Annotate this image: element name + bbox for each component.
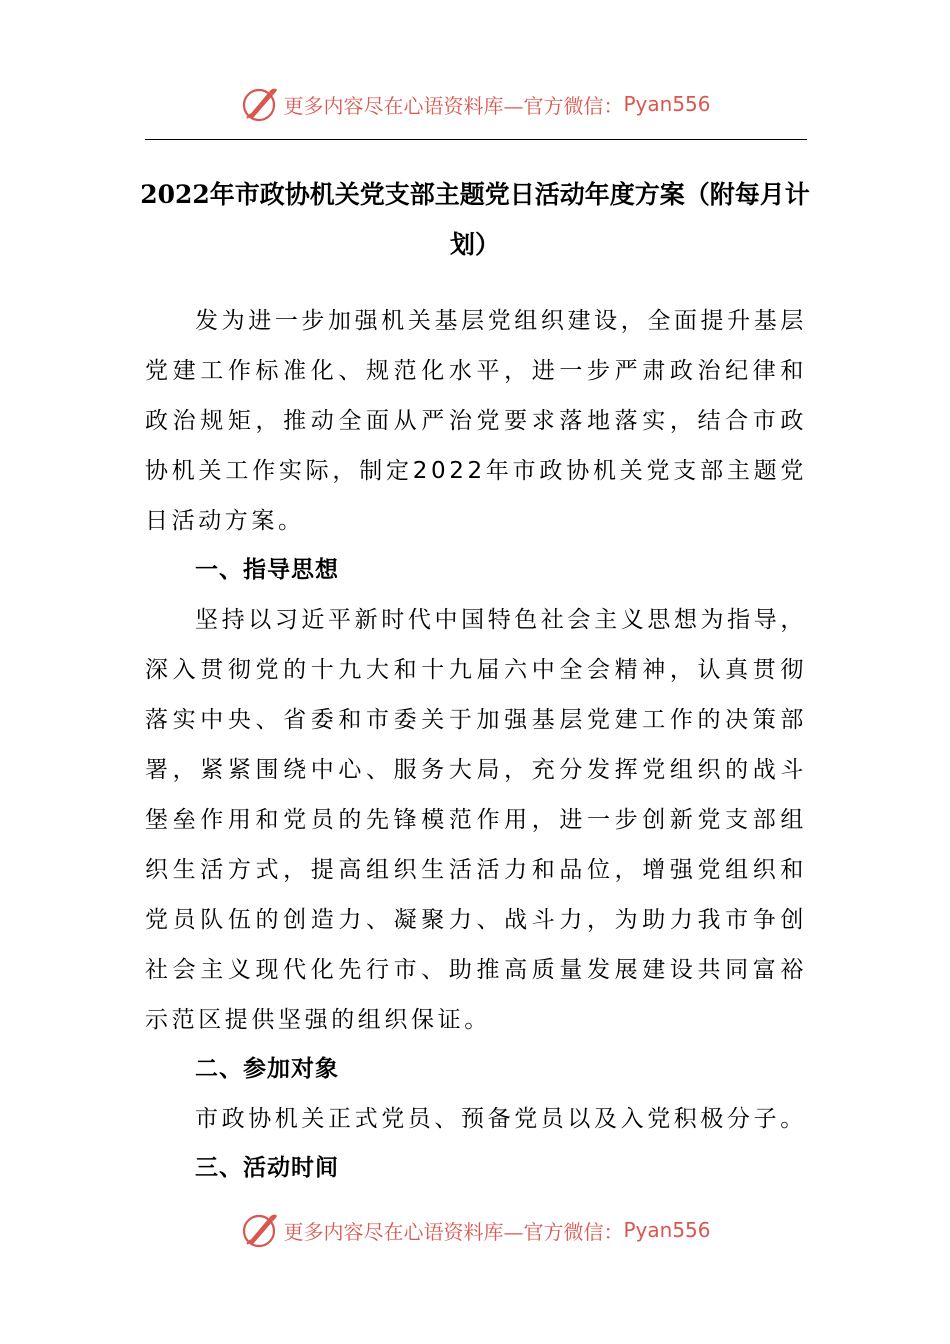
document-title: 2022年市政协机关党支部主题党日活动年度方案（附每月计划） (140, 180, 810, 259)
section-heading-guiding-ideology: 一、指导思想 (195, 557, 339, 583)
guiding-ideology-paragraph: 坚持以习近平新时代中国特色社会主义思想为指导，深入贯彻党的十九大和十九届六中全会精神，认真贯彻落实中央、省委和市委关于加强基层党建工作的决策部署，紧紧围绕中心、服务大局，充分发挥党组织的战斗堡垒作用和党员的先锋模范作用，进一步创新党支部组织生活方式，提高组织生活活力和品位，增强党组织和党员队伍的创造力、凝聚力、战斗力，为助力我市争创社会主义现代化先行市、助推高质量发展建设共同富裕示范区提供坚强的组织保证。 (145, 607, 807, 1033)
intro-paragraph: 发为进一步加强机关基层党组织建设，全面提升基层党建工作标准化、规范化水平，进一步严肃政治纪律和政治规矩，推动全面从严治党要求落地落实，结合市政协机关工作实际，制定2022年市政协机关党支部主题党日活动方案。 (145, 308, 807, 534)
section-heading-activity-time: 三、活动时间 (195, 1155, 339, 1181)
header-banner (0, 82, 950, 126)
footer-banner-wechat-id: Pyan556 (623, 1218, 711, 1242)
participants-paragraph: 市政协机关正式党员、预备党员以及入党积极分子。 (195, 1106, 807, 1132)
quill-pen-logo-icon (239, 84, 279, 124)
banner-text: 更多内容尽在心语资料库—官方微信： (283, 93, 624, 118)
quill-pen-logo-icon (239, 1210, 279, 1250)
banner-wechat-id: Pyan556 (623, 92, 711, 116)
footer-banner-text: 更多内容尽在心语资料库—官方微信： (283, 1219, 624, 1244)
header-divider (145, 139, 807, 140)
footer-banner (0, 1208, 950, 1252)
section-heading-participants: 二、参加对象 (195, 1056, 339, 1082)
